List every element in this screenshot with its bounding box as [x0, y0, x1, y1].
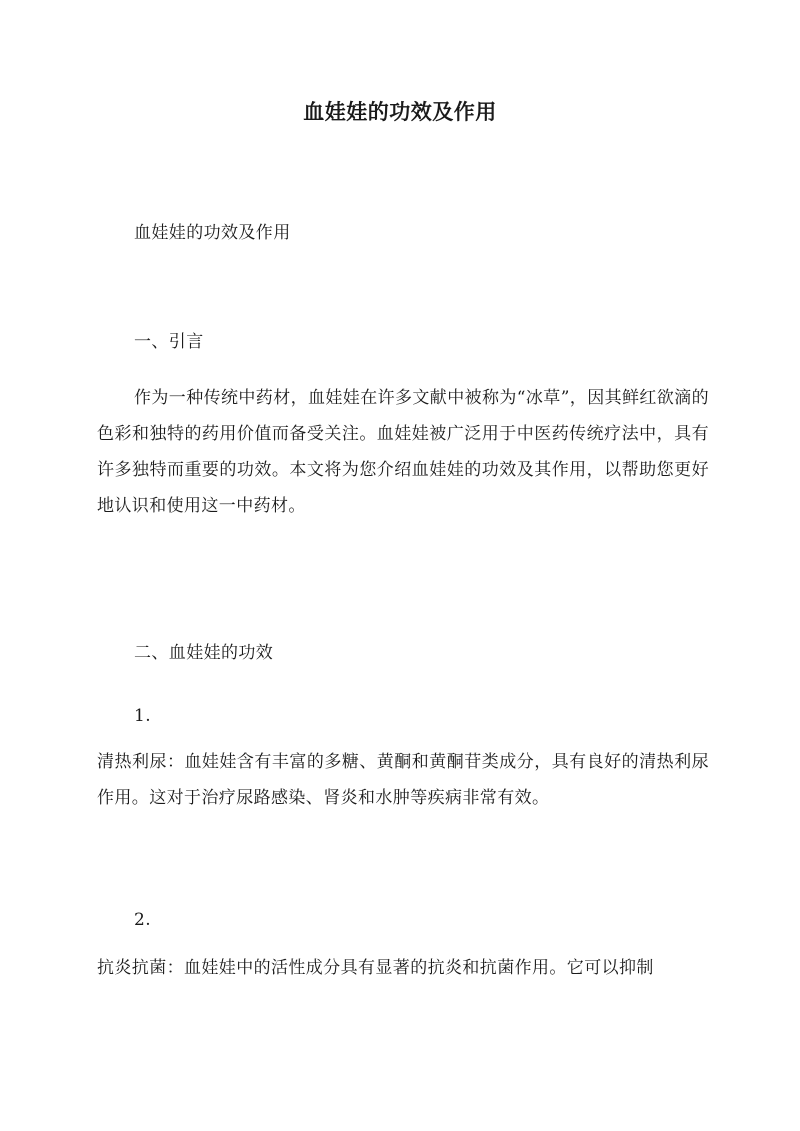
- list-item-number: 1.: [134, 706, 152, 726]
- list-item-text: 抗炎抗菌：血娃娃中的活性成分具有显著的抗炎和抗菌作用。它可以抑制: [97, 958, 654, 978]
- document-subtitle: 血娃娃的功效及作用: [134, 223, 291, 243]
- introduction-paragraph: 作为一种传统中药材，血娃娃在许多文献中被称为“冰草”，因其鲜红欲滴的色彩和独特的药用价值而备受关注。血娃娃被广泛用于中医药传统疗法中，具有许多独特而重要的功效。本文将为您介绍血娃娃的功效及其作用，以帮助您更好地认识和使用这一中药材。: [97, 388, 709, 516]
- section-heading-introduction: 一、引言: [134, 332, 204, 352]
- list-item-number: 2.: [134, 910, 152, 930]
- document-title: 血娃娃的功效及作用: [303, 99, 497, 124]
- section-heading-effects: 二、血娃娃的功效: [134, 643, 274, 663]
- list-item-text: 清热利尿：血娃娃含有丰富的多糖、黄酮和黄酮苷类成分，具有良好的清热利尿作用。这对于治疗尿路感染、肾炎和水肿等疾病非常有效。: [97, 752, 709, 808]
